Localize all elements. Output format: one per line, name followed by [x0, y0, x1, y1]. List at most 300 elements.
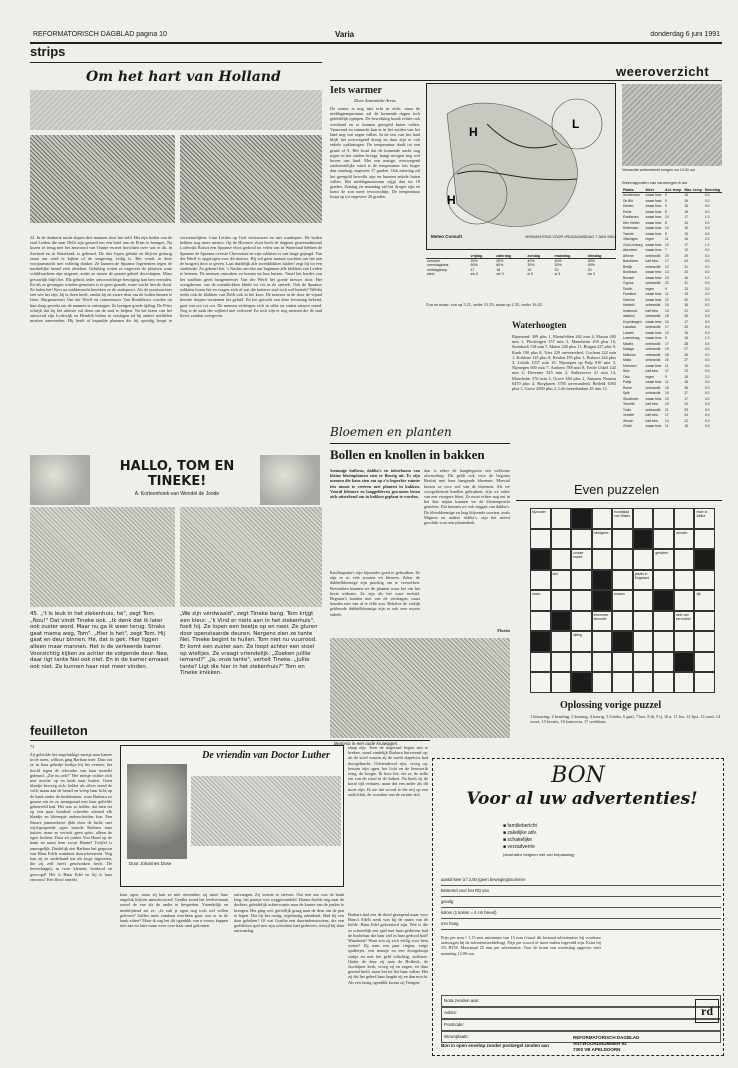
table-cell: 9 [665, 193, 667, 198]
forecast-cell: 40% [554, 259, 562, 264]
forecast-cell: wind [427, 271, 435, 276]
forecast-cell: 20 [554, 267, 559, 272]
puzzle-cell[interactable] [571, 652, 592, 673]
map-brand: Meteo Consult [431, 234, 462, 239]
puzzle-cell[interactable] [633, 549, 654, 570]
table-cell: 16 [684, 237, 688, 242]
bon-footer-right [573, 1035, 693, 1053]
table-cell: 24 [684, 259, 688, 264]
feuilleton-label: feuilleton [30, 723, 88, 738]
table-cell: onbewolkt [645, 325, 661, 330]
table-cell: onbewolkt [645, 341, 661, 346]
puzzle-cell[interactable] [530, 672, 551, 693]
table-cell: Bordeaux [623, 270, 638, 275]
weather-table-header: Neerslag [704, 188, 721, 192]
satellite-image [622, 84, 722, 166]
table-cell: 8 [665, 220, 667, 225]
puzzle-cell[interactable] [530, 549, 551, 570]
puzzle-cell[interactable] [551, 611, 572, 632]
forecast-cell: 25% [496, 259, 504, 264]
table-cell: 9 [665, 374, 667, 379]
feuilleton-text-3: ontvangen. Zij wenste te sterven. Om tien uur was de bank leeg, het paartje was weggewandeld. Hanna durfde nog naar de dochter, geleidelijk achterwaarts naar de kamer van de jonker te brengen. Het ging wel, gerieflijk graag naar de deur om de pen te legen. Dat bij het rustig, regelmatig ademhaal. Had hij een daar gekeken? Of wat Gyntha een daavindenstootens, die een goddeloos spel met zijn schoolme had gedreven, terwijl hij daar ontwaarlag. [234, 892, 344, 934]
high-pressure-label-2: H [447, 193, 456, 207]
bon-bullets [503, 823, 663, 873]
puzzle-cell[interactable] [551, 529, 572, 550]
puzzle-cell[interactable]: plaats in Engeland [633, 570, 654, 591]
table-cell: 22 [684, 418, 688, 423]
table-cell: Madrid [623, 341, 634, 346]
table-cell: 0.0 [704, 341, 710, 346]
table-cell: Innsbruck [623, 308, 638, 313]
table-cell: 23 [684, 369, 688, 374]
puzzle-cell[interactable] [592, 508, 613, 529]
puzzle-cell[interactable] [674, 508, 695, 529]
table-cell: 10 [665, 319, 669, 324]
holland-strip [30, 65, 322, 230]
forecast-cell: 30% [527, 263, 535, 268]
feuilleton-illustration [120, 745, 344, 887]
puzzle-cell[interactable] [633, 652, 654, 673]
puzzle-cell[interactable]: toiletgerei [592, 529, 613, 550]
table-cell: 0.0 [704, 248, 710, 253]
table-cell: 12 [684, 248, 688, 253]
table-cell: 15 [684, 209, 688, 214]
bon-address-line: ANTWOORDNUMMER 92 [573, 1041, 627, 1046]
table-cell: zwaar bew. [645, 363, 663, 368]
forecast-cell: zonuren [427, 259, 440, 264]
puzzle-cell[interactable]: bijzonder [530, 508, 551, 529]
puzzle-cell[interactable] [571, 570, 592, 591]
table-cell: onbewolkt [645, 281, 661, 286]
table-cell: 19 [684, 292, 688, 297]
table-cell: 10 [665, 396, 669, 401]
puzzle-cell[interactable]: rivier in Afrika [694, 508, 715, 529]
table-cell: 17 [684, 242, 688, 247]
table-cell: Twente [623, 231, 634, 236]
table-cell: zwaar bew. [645, 336, 663, 341]
bon-bullet[interactable]: ■ schakelijke [503, 837, 532, 843]
table-cell: 10 [665, 226, 669, 231]
table-cell: 16 [684, 336, 688, 341]
puzzle-cell[interactable]: naam [530, 590, 551, 611]
table-cell: onbewolkt [645, 314, 661, 319]
weather-table-header: Act. temp [665, 188, 682, 192]
table-cell: 20 [665, 358, 669, 363]
table-cell: 10 [665, 303, 669, 308]
puzzle-cell[interactable] [571, 611, 592, 632]
puzzle-cell[interactable] [633, 611, 654, 632]
forecast-cell: 40% [587, 263, 595, 268]
forecast-cell: 30% [587, 259, 595, 264]
puzzle-cell[interactable] [551, 672, 572, 693]
puzzle-cell[interactable] [633, 590, 654, 611]
puzzle-cell[interactable] [530, 570, 551, 591]
puzzle-cell[interactable] [653, 631, 674, 652]
forecast-table [426, 254, 616, 300]
table-cell: onbewolkt [645, 347, 661, 352]
puzzle-cell[interactable] [571, 529, 592, 550]
puzzle-cell[interactable] [530, 611, 551, 632]
table-cell: 0.0 [704, 407, 710, 412]
table-cell: 0.0 [704, 220, 710, 225]
table-cell: 27 [684, 347, 688, 352]
table-cell: 18 [665, 352, 669, 357]
bon-note: (doorhalen hetgeen niet van toepassing) [503, 852, 575, 857]
puzzle-cell[interactable] [633, 631, 654, 652]
bon-field[interactable]: gevolg [441, 897, 721, 908]
table-cell: 0.0 [704, 352, 710, 357]
puzzle-cell[interactable] [633, 529, 654, 550]
puzzle-cell[interactable]: gesloten [653, 549, 674, 570]
holland-text: 22. In de donkerte nacht slopen drie mannen door het veld. Het zijn boden van de stad Leiden die naar Delft zijn gezond om een brief aan de Prins te brengen. Na kozen ze terug met het antwoord van Oranje en met berichten over wat er dit, in Zeeland en in Waterland, is gebeurd. De drie lopen gebukt en blijven gedurig staan om rond te kijken of de omgeving veilig is. Het wordt in deze voorjaarsnacht niet volledig donker. Ze kunnen de Spaanse legertenten tegen de nachtelijke hemel zien afsteken. Gelukkig weten ze ongeveer de plaatsen waar schildwachten zijn uitgezet, zodat ze tussen de posten geheel doorsluipen. Maar gevaarlijk blijft het. Elk geluid, ieder onvoorzichtige beweging kan hen verraden. En als ze gevangen worden genomen is er geen genade, maar wacht hen de dood. Ze halen het! Kort na middernacht bereiken ze de stadspoort. Als de poortwachter ziet wie het zijn, hij te doen heeft, omdat hij de zware deur om de boden binnen te laten. Burgemeester Van der Werff en commissaris Van Bronkhorst worden uit hun slaap gewekt om de mannen te ontvangen. Ze brengen goede tijding. De Prins schrijft dat hij het uiterste zal doen om de stad te helpen. Na het lezen van het antwoord zijn Lodewijk en Hendrik helaas in verslagen tal bij andere middelen moeten aanwenden. Hij heeft al bepaalde plannen die hij spoedig hoopt te verwezenlijken. Laat Leiden op God vertrouwen en niet wanhopen. De boden hebben nog meer nieuws. Op de Hoornse vloot heeft de dappere geuzenadmiraal Lodewijk Boisot een Spaanse vloot gedood tot velen van in Waterland hebben de Spaanse de Spaanse overste Cheverauts en zijn soldaten er van lange gejaagd. Van der Werff is opgetogen over dit nieuws. Hij wil geen minuut wachten om het aan de burgerij door te geven. Laat duidelijk alle torenklokken luiden! zegt hij tot een stadsbode. Zo gebeurt het. 's Nachts om één uur beginnen alle klokken van Leiden te beieren. De mensen ontwaken en komen uit hun huizen. Vanaf het bordes van het stadhuis geeft burgemeester Van der Werff het goede nieuws door. Het vreugdevuur van de torenklokken klinkt tot ver in de omtrek. Ook de Spaanse soldaten horen het en vragen zich af wat die ketterse stad toch wel bezielt? Weldra reeds ook de klokken van Delft ook in het koor. De mensen in de door de vijand bezette dorpen vernemen het geluid. En het gerucht van deze feestzang bekend, gaat van oor tot oor. De mensen verbergen zich in stilte en vatten nieuwe moed. Nog is de zaak der vrijheid niet verloren! En toch zijn er nog mensen die de stad liever zouden overgeven. [30, 235, 322, 324]
puzzle-cell[interactable] [551, 631, 572, 652]
bon-bullet[interactable]: ■ zakelijke adv. [503, 830, 538, 836]
puzzle-cell[interactable] [571, 508, 592, 529]
puzzle-cell[interactable] [674, 570, 695, 591]
puzzle-cell[interactable] [530, 652, 551, 673]
table-cell: zwaar bew. [645, 396, 663, 401]
table-cell: 10 [665, 215, 669, 220]
bon-fields [441, 875, 721, 930]
puzzle-cell[interactable] [653, 652, 674, 673]
table-cell: 13 [665, 308, 669, 313]
table-cell: 31 [684, 281, 688, 286]
puzzle-cell[interactable] [674, 672, 695, 693]
table-cell: 0.0 [704, 413, 710, 418]
castle-drawing [191, 776, 341, 846]
puzzle-cell[interactable] [694, 529, 715, 550]
table-cell: Amsterdam [623, 193, 640, 198]
bon-address-line: REFORMATORISCH DAGBLAD [573, 1035, 640, 1040]
table-cell: 26 [684, 314, 688, 319]
puzzle-cell[interactable] [674, 652, 695, 673]
bloemen-author: Florist [497, 628, 510, 633]
puzzle-cell[interactable]: hoofdstad van Wales [612, 508, 633, 529]
sun-moon: Zon en maan: zon op 5.21, onder 21.55; maan op 2.55, onder 16.42. [426, 302, 543, 307]
table-cell: 0.0 [704, 209, 710, 214]
strips-label: strips [30, 44, 66, 59]
bon-title-1: BON [551, 763, 605, 788]
puzzle-cell[interactable] [694, 570, 715, 591]
table-cell: 1.0 [704, 215, 710, 220]
puzzle-cell[interactable]: inheemse bewoner [592, 611, 613, 632]
forecast-cell: 40% [527, 259, 535, 264]
puzzle-cell[interactable] [571, 672, 592, 693]
bon-address-field[interactable]: Adres: [441, 1007, 721, 1019]
table-cell: 10 [665, 275, 669, 280]
puzzle-cell[interactable] [674, 590, 695, 611]
puzzle-cell[interactable] [694, 631, 715, 652]
table-cell: zwaar bew. [645, 209, 663, 214]
puzzle-cell[interactable]: dromen [674, 529, 695, 550]
table-cell: Eelde [623, 209, 632, 214]
feuilleton-image-title: De vriendin van Doctor Luther [202, 750, 330, 761]
forecast-cell: 18 [496, 267, 501, 272]
forecast-cell: 60% [470, 263, 478, 268]
bloemen-rule [330, 443, 510, 444]
table-cell: 0.0 [704, 396, 710, 401]
bon-address-field[interactable]: Postcode: [441, 1019, 721, 1031]
table-cell: 13 [684, 286, 688, 291]
table-cell: 20 [684, 270, 688, 275]
puzzle-cell[interactable] [653, 529, 674, 550]
forecast-header-cell: dinsdag [587, 254, 616, 259]
puzzle-cell[interactable] [674, 631, 695, 652]
table-cell: half bew. [645, 402, 659, 407]
puzzle-cell[interactable] [612, 529, 633, 550]
bon-field[interactable]: aantal keer à f 2,50 (geen bewegingsnummer [441, 875, 721, 886]
table-cell: 0.0 [704, 303, 710, 308]
table-cell: 2.0 [704, 237, 710, 242]
map-footer: VERWACHTING VOOR VRIJDAGMIDDAG 7 JUNI 1991 [524, 235, 615, 239]
table-cell: zwaar bew. [645, 319, 663, 324]
portrait-drawing [127, 764, 187, 859]
table-cell: 9 [665, 204, 667, 209]
table-cell: 17 [684, 215, 688, 220]
table-cell: 0.0 [704, 308, 710, 313]
header-rule [30, 42, 722, 44]
bon-bullet[interactable]: ■ familiebericht [503, 823, 537, 829]
table-cell: 18 [665, 385, 669, 390]
puzzle-cell[interactable] [551, 508, 572, 529]
puzzle-cell[interactable]: kussen [612, 590, 633, 611]
table-cell: 12 [665, 297, 669, 302]
strips-rule [30, 62, 322, 63]
table-cell: 24 [684, 413, 688, 418]
tineke-kids-left [30, 455, 90, 505]
table-cell: regen [645, 237, 654, 242]
table-cell: 22 [665, 281, 669, 286]
table-cell: Athene [623, 253, 634, 258]
puzzle-cell[interactable] [653, 611, 674, 632]
puzzle-cell[interactable] [551, 590, 572, 611]
puzzle-cell[interactable] [530, 631, 551, 652]
tineke-panel-right [180, 507, 322, 607]
puzzle-cell[interactable] [612, 631, 633, 652]
puzzle-cell[interactable] [592, 652, 613, 673]
puzzle-cell[interactable] [633, 672, 654, 693]
table-cell: onbewolkt [645, 358, 661, 363]
bon-address-field[interactable]: Woonplaats: [441, 1031, 721, 1043]
puzzle-cell[interactable] [530, 529, 551, 550]
table-cell: Zuid-Limburg [623, 242, 643, 247]
table-cell: Brussel [623, 275, 634, 280]
puzzle-cell[interactable] [592, 549, 613, 570]
feuilleton-text-4: slaap zijn. Toen de dageraad begon aan te breken, stond eindelijk Barbara huiverend op: uit de stoel waarin zij de nacht slapeloos had doorgebracht. Ochtendrood rijst, vroeg op, ketsten zijn ogen, het licht en de leeuwerik zong, de hoogte. Ik hoor het, zei ze, de stille zin van de wind in de luiken. Na heeft zij de korte tijd verlaten, maar dat een ander als dit moet zijn. Ik zie dat woord te die mij op een oude klok, de woorden van de zwarte ziel. [348, 745, 428, 797]
table-cell: 9 [665, 198, 667, 203]
puzzle-cell[interactable] [694, 672, 715, 693]
puzzle-cell[interactable] [551, 652, 572, 673]
puzzle-cell[interactable] [571, 590, 592, 611]
table-cell: 9 [665, 286, 667, 291]
table-cell: Deelen [623, 204, 634, 209]
puzzle-cell[interactable] [592, 590, 613, 611]
table-cell: Split [623, 391, 630, 396]
table-cell: 19 [665, 402, 669, 407]
feuilleton-text-5: Barbara had een de dood gezegend maar voor Hans's Edels sterk was hij de naam van de liefde. Hans Edel gekoesterd zijn. Wie is die zo schonelijk een spel met haar gedreven had de buchelaar die haar ziel in haar gedood had? Waarheen? Waar zou zij zich veilig voor hem weten? Zij nam een paar ringen, enige spulletjes, een muntje en een doorgeknipt stukje en met het geld schichtig, stokhare. Onder de deur zij naar de Hofkerk, de Jacobijner kerk, vroeg zij en zagen, en daar gerend hield, maar het lot liet haar vallen. Het zij dat het gebed haar laagde zij en dan mocht. Als een lastig ogenblik kwam zij Tiengen. [348, 912, 428, 985]
table-cell: Stockholm [623, 396, 639, 401]
table-cell: 17 [684, 319, 688, 324]
puzzle-cell[interactable] [653, 590, 674, 611]
table-cell: half bew. [645, 308, 659, 313]
bloemen-text-1: Knolbegonia's zijn bijzonder goed te gebruiken. Ze zijn er in vele soorten en kleuren. Zeker de dubbelbloemige zijn prachtig om te verwerken. Bovendien kunnen we de planten waar het om het beste uitkomt. Ze zijn als het ware mobiel. Begonia's houden niet van de verdragen, maar houden niet van al te felle zon. Behalve de vrolijk gekleurde dubbelbloemige zijn er ook zeer mooie enkele. [330, 570, 420, 617]
table-cell: 27 [684, 391, 688, 396]
table-cell: 21 [665, 407, 669, 412]
table-cell: zwaar bew. [645, 198, 663, 203]
puzzle-cell[interactable] [592, 631, 613, 652]
table-cell: 17 [665, 259, 669, 264]
holland-title: Om het hart van Holland [86, 69, 281, 85]
forecast-header-cell: maandag [554, 254, 587, 259]
table-cell: 19 [665, 347, 669, 352]
puzzle-cell[interactable] [592, 672, 613, 693]
waterhoogten-text: Rijnmond: 309 plus 1, Rheinfelden 262 min 4, Maxau 492 min 1, Plochingen 157 min 3, Mannheim 259 plus 16, Steinbach 118 min 7, Mainz 240 plus 11, Bingen 227 plus 9, Kaub 190 plus 8, Trier 229 onveranderd, Cochem 222 min 1, Koblenz 145 plus 8, Keulen 195 plus 1, Ruhrort 244 plus 3, Lobith 1037 min 10, Nijmegen op Pulp 810 min 3, Nijmegen 600 min 7, Arnhem 788 min 8, Eefde Uskel 242 min 4, Deventer 325 min 2, Kalkenveer 21 min 14, Monsheim 576 min 3, Grave 484 plus 2, Ampsen Neuzen 6470 plus 4, Borgharen 3785 onveranderd, Belfeld 1063 plus 1, Grave 4389 plus 2, Lith benedendam 45 min 12. [512, 334, 616, 392]
table-cell: zwaar bew. [645, 226, 663, 231]
table-cell: 0.0 [704, 385, 710, 390]
bloemen-caption: Begonia in een oude kruiwagen. [334, 741, 399, 746]
table-cell: Helsinki [623, 303, 635, 308]
table-cell: regen [645, 374, 654, 379]
forecast-grid [426, 254, 616, 276]
bon-field[interactable]: mm hoog [441, 919, 721, 930]
puzzle-cell[interactable] [653, 570, 674, 591]
table-cell: 9 [665, 336, 667, 341]
feuilleton-text-2: haar ogen, maar zij kan ze niet afwenden; zij moet haar ongeluk blijven aanschouwen! Gyntha stond het leedvermaak zowel de ene als de ander te bespieden. Vriendelijk en medelijdend zei ze: „Je zult je ogen nog toch wel willen geloven? Zullen niets vandaan overheen gaat: zou er in de bank zitten? Maar ik zag het dit ogenblik van u vrouw kappen niet aan en later maar weer over haar rand gekomen. [120, 892, 228, 929]
table-cell: Oslo [623, 374, 630, 379]
puzzle-cell[interactable] [674, 549, 695, 570]
table-cell: onbewolkt [645, 391, 661, 396]
puzzle-cell[interactable]: zonder kracht [571, 549, 592, 570]
table-cell: 24 [684, 402, 688, 407]
table-cell: half bew. [645, 369, 659, 374]
puzzle-cell[interactable]: stel [551, 570, 572, 591]
table-cell: 28 [684, 341, 688, 346]
masthead-left: REFORMATORISCH DAGBLAD pagina 10 [33, 31, 167, 38]
bon-bullet[interactable]: ■ verzadverrie [503, 844, 535, 850]
table-cell: Cyprus [623, 281, 634, 286]
weather-table [622, 188, 722, 440]
table-cell: half bew. [645, 413, 659, 418]
table-cell: 0.0 [704, 281, 710, 286]
table-cell: 7 [665, 248, 667, 253]
masthead-date: donderdag 6 juni 1991 [650, 31, 720, 38]
table-cell: 1.0 [704, 275, 710, 280]
table-cell: 21 [684, 308, 688, 313]
table-cell: zwaar bew. [645, 275, 663, 280]
table-cell: Dublin [623, 286, 633, 291]
bloemen-lead: Sommige bulbeus, dahlia's en tuberboom van kleine bloemplanten zien er fleurig uit. Er zijn mensen die kans zien om op z'n beperkte ruimte iets moois te creëren met planten in bakken. Voorál kleinere en laaggebleven gewassen lenen zich uitstekend om in bakken geplant te worden. [330, 468, 420, 500]
table-cell: Rome [623, 385, 632, 390]
holland-drawing-left [30, 135, 175, 223]
puzzle-cell[interactable]: deel van een kabel [674, 611, 695, 632]
table-cell: 0.0 [704, 259, 710, 264]
puzzle-cell[interactable] [592, 570, 613, 591]
table-cell: zwaar bew. [645, 193, 663, 198]
puzzle-cell[interactable] [633, 508, 654, 529]
bon-field[interactable]: Bestemd voor het RD van [441, 886, 721, 897]
puzzle-cell[interactable] [653, 672, 674, 693]
puzzle-cell[interactable] [694, 549, 715, 570]
puzzle-cell[interactable] [612, 652, 633, 673]
puzzle-cell[interactable]: rijk [694, 590, 715, 611]
table-cell: München [623, 363, 637, 368]
table-cell: 20 [684, 297, 688, 302]
table-cell: Venetië [623, 413, 634, 418]
table-cell: 11 [665, 424, 669, 429]
puzzle-cell[interactable] [612, 672, 633, 693]
waterhoogten-title: Waterhoogten [512, 320, 567, 330]
table-cell: 0.0 [704, 391, 710, 396]
puzzle-cell[interactable] [612, 549, 633, 570]
puzzle-cell[interactable] [694, 611, 715, 632]
puzzle-cell[interactable] [694, 652, 715, 673]
table-cell: zwaar bew. [645, 204, 663, 209]
table-cell: 8 [665, 209, 667, 214]
feuilleton-text-1: Zij geleidde het ongelukkige meisje naar kamer in de toren, wilhoss ging Barbara mee. Daar zat ze in haar gebedje boekje bij het venster, het hoofd tegen de schouder van haar moeder geleund. „Zie nu zelf!" Het meisje richtte zich met moeite op en keek naar buiten. Geen blaadje beweeg zich; helder als zilver stond de volle maan aan de hemel en wierp haar licht op de bank onder de lindebomen, waar Barbara zo gaarne zat en zo menigmaal met haar geliefde gekeuveld had. Het was zo helder, dat men tot op een paar honderd schreden afstand elk blaadje en bloempje onderscheiden kon. Een flauwe jammerkreet ijlde door de lucht; met wijd-geopende ogen staarde Barbara naar buiten; maar ze vertrok geen spier, alleen de ogen lachten. Daar zit jonker Von Hund op de bank en naast hem zwart Hanne! Twijfel is onmogelijk. Duidelijk ziet Barbara het gespoon van Hans Edels wambuis doorschemeren. Nog kan zij ze onderhand me als hoge ingezeten, die zij zelf heeft geschonken bezit. De heerschappij, in twee kleuren, honkrod en gewrogd! Het is Hans Edel en hij is haar ontrouw! Een fluwt ontrekt [30, 752, 112, 882]
satellite-caption: Verwachte wolkenbeeld morgen om 13.00 uur [622, 168, 696, 172]
table-cell: 14 [684, 220, 688, 225]
table-cell: 19 [684, 363, 688, 368]
weer-article-title: Iets warmer [330, 85, 382, 96]
table-cell: 0.0 [704, 270, 710, 275]
puzzle-cell[interactable] [612, 611, 633, 632]
forecast-header-cell: zondag [526, 254, 553, 259]
table-cell: Wenen [623, 418, 634, 423]
bon-title-2: Voor al uw advertenties! [466, 789, 698, 809]
puzzle-cell[interactable]: sitting [571, 631, 592, 652]
table-cell: Genève [623, 297, 635, 302]
holland-drawing-top [30, 90, 322, 130]
table-cell: 15 [684, 374, 688, 379]
table-cell: Berlijn [623, 264, 633, 269]
table-cell: Frankfurt [623, 292, 637, 297]
table-cell: regen [645, 286, 654, 291]
puzzle-cell[interactable] [551, 549, 572, 570]
forecast-cell: 20 [587, 267, 592, 272]
puzzle-cell[interactable] [612, 570, 633, 591]
weather-table-title: Weerrapporten van vanmorgen 8 uur [622, 180, 688, 185]
table-cell: Kopenhagen [623, 319, 642, 324]
table-cell: 15 [684, 204, 688, 209]
bon-field[interactable]: kolom (1 kolom = 4 cm breed) [441, 908, 721, 919]
table-cell: 17 [665, 341, 669, 346]
table-cell: 0.0 [704, 330, 710, 335]
table-cell: 12 [665, 264, 669, 269]
bon-address-field[interactable]: Nota zenden aan: [441, 995, 721, 1007]
table-cell: Londen [623, 330, 635, 335]
table-cell: 17 [665, 413, 669, 418]
table-cell: 26 [684, 352, 688, 357]
forecast-cell: 20% [470, 259, 478, 264]
table-cell: zwaar bew. [645, 297, 663, 302]
puzzel-rule [516, 500, 722, 501]
table-cell: Parijs [623, 380, 632, 385]
table-cell: Istanbul [623, 314, 635, 319]
holland-drawing-right [180, 135, 322, 223]
table-cell: 16 [684, 275, 688, 280]
table-cell: 0.0 [704, 325, 710, 330]
table-cell: zwaar bew. [645, 242, 663, 247]
puzzle-cell[interactable] [653, 508, 674, 529]
table-cell: 18 [684, 303, 688, 308]
table-cell: 0.0 [704, 358, 710, 363]
table-cell: Malta [623, 358, 632, 363]
bloemen-text-2: dan is zeker de hangbegonia een welkome afwisseling. Dit geldt ook voor de begonia Bertini met haar hangende bloemen. Meestal kiezen ze voor wel van de bloemen. Als we voorgekiemde knollen gebruiken, zijn we zeker van een vroegere bloei. Ze moet echter nog net in het late najaar kunnen we de kleurenpracht genieten. Dat kunnen we ook zeggen van dahlia's. De kleinbloemige en laag blijvende soorten, zoals Mignon en andere dahlia's, zijn het meest geschikt voor een plantenbak. [424, 468, 510, 526]
feuilleton-image-caption: Door Johannes Dose [129, 861, 172, 866]
table-cell: 0.0 [704, 363, 710, 368]
table-cell: 3.0 [704, 286, 710, 291]
table-cell: 0.0 [704, 204, 710, 209]
